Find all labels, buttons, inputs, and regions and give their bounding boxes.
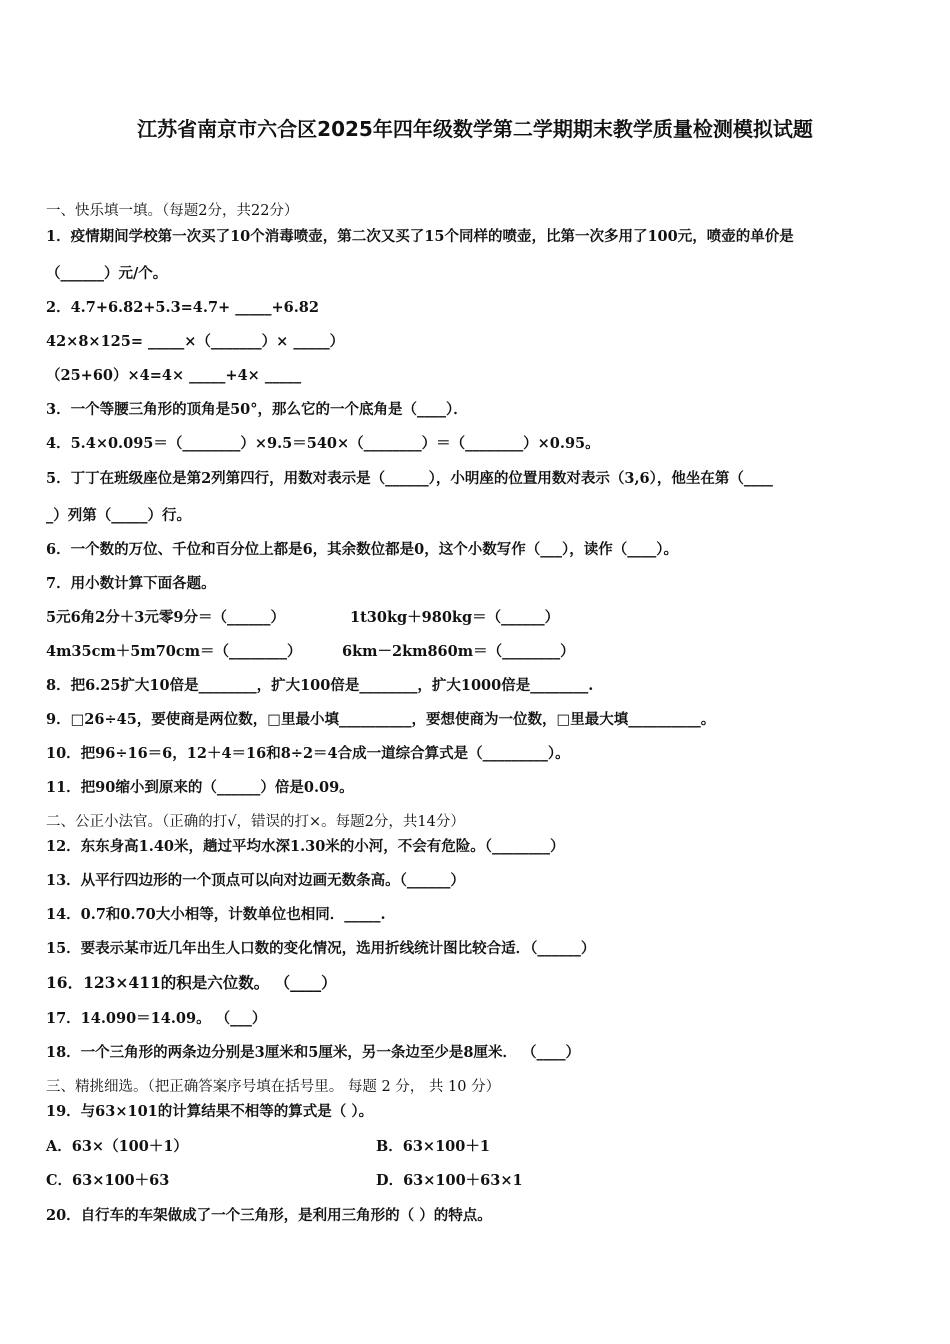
question-9: 9．□26÷45，要使商是两位数，□里最小填__________，要想使商为一位数，□里最大填__________。 — [46, 711, 716, 728]
question-12: 12．东东身高1.40米，趟过平均水深1.30米的小河，不会有危险。（________） — [46, 838, 565, 855]
question-15: 15．要表示某市近几年出生人口数的变化情况，选用折线统计图比较合适．（______） — [46, 940, 596, 957]
question-7: 7．用小数计算下面各题。 — [46, 575, 216, 592]
question-19-option-a: A．63×（100＋1） — [46, 1138, 188, 1155]
question-1-line-2: （______）元/个。 — [46, 265, 168, 282]
question-2-line-2: 42×8×125= _____×（_______）× _____） — [46, 333, 345, 350]
section-3-heading: 三、精挑细选。（把正确答案序号填在括号里。 每题 2 分， 共 10 分） — [46, 1079, 501, 1095]
question-3: 3．一个等腰三角形的顶角是50°，那么它的一个底角是（____）． — [46, 401, 468, 418]
question-6: 6．一个数的万位、千位和百分位上都是6，其余数位都是0，这个小数写作（___），读作（____）。 — [46, 541, 679, 558]
question-17: 17．14.090＝14.09。 （___） — [46, 1010, 267, 1027]
question-18: 18．一个三角形的两条边分别是3厘米和5厘米，另一条边至少是8厘米． （____） — [46, 1044, 580, 1061]
question-7-item-b: 1t30kg＋980kg＝（______） — [350, 609, 560, 626]
question-19-option-d: D．63×100＋63×1 — [376, 1172, 523, 1189]
question-4: 4．5.4×0.095＝（________）×9.5＝540×（________）＝（________）×0.95。 — [46, 435, 600, 452]
question-2-line-1: 2．4.7+6.82+5.3=4.7+ _____+6.82 — [46, 299, 319, 316]
section-1-heading: 一、快乐填一填。（每题2分，共22分） — [46, 203, 299, 219]
question-7-item-c: 4m35cm＋5m70cm＝（________） — [46, 643, 302, 660]
question-8: 8．把6.25扩大10倍是________，扩大100倍是________，扩大1000倍是________. — [46, 677, 594, 694]
question-5-line-1: 5．丁丁在班级座位是第2列第四行，用数对表示是（______），小明座的位置用数对表示（3,6），他坐在第（____ — [46, 470, 773, 487]
question-19: 19．与63×101的计算结果不相等的算式是（ ）。 — [46, 1103, 374, 1120]
question-10: 10．把96÷16＝6，12＋4＝16和8÷2＝4合成一道综合算式是（_________）。 — [46, 745, 570, 762]
question-13: 13．从平行四边形的一个顶点可以向对边画无数条高。（______） — [46, 872, 465, 889]
question-5-line-2: _）列第（_____）行。 — [46, 507, 191, 524]
page-title: 江苏省南京市六合区2025年四年级数学第二学期期末教学质量检测模拟试题 — [137, 117, 813, 141]
question-19-option-c: C．63×100＋63 — [46, 1172, 170, 1189]
question-7-item-d: 6km－2km860m＝（________） — [342, 643, 575, 660]
question-20: 20．自行车的车架做成了一个三角形，是利用三角形的（ ）的特点。 — [46, 1207, 492, 1224]
question-7-item-a: 5元6角2分＋3元零9分＝（______） — [46, 609, 285, 626]
question-14: 14．0.7和0.70大小相等，计数单位也相同．_____. — [46, 906, 386, 923]
section-2-heading: 二、公正小法官。（正确的打√，错误的打×。每题2分，共14分） — [46, 814, 465, 830]
question-19-option-b: B．63×100＋1 — [376, 1138, 490, 1155]
question-16: 16．123×411的积是六位数。 （____） — [46, 973, 337, 992]
question-11: 11．把90缩小到原来的（______）倍是0.09。 — [46, 779, 354, 796]
question-1-line-1: 1．疫情期间学校第一次买了10个消毒喷壶，第二次又买了15个同样的喷壶，比第一次多用了100元，喷壶的单价是 — [46, 228, 794, 245]
question-2-line-3: （25+60）×4=4× _____+4× _____ — [46, 367, 302, 384]
